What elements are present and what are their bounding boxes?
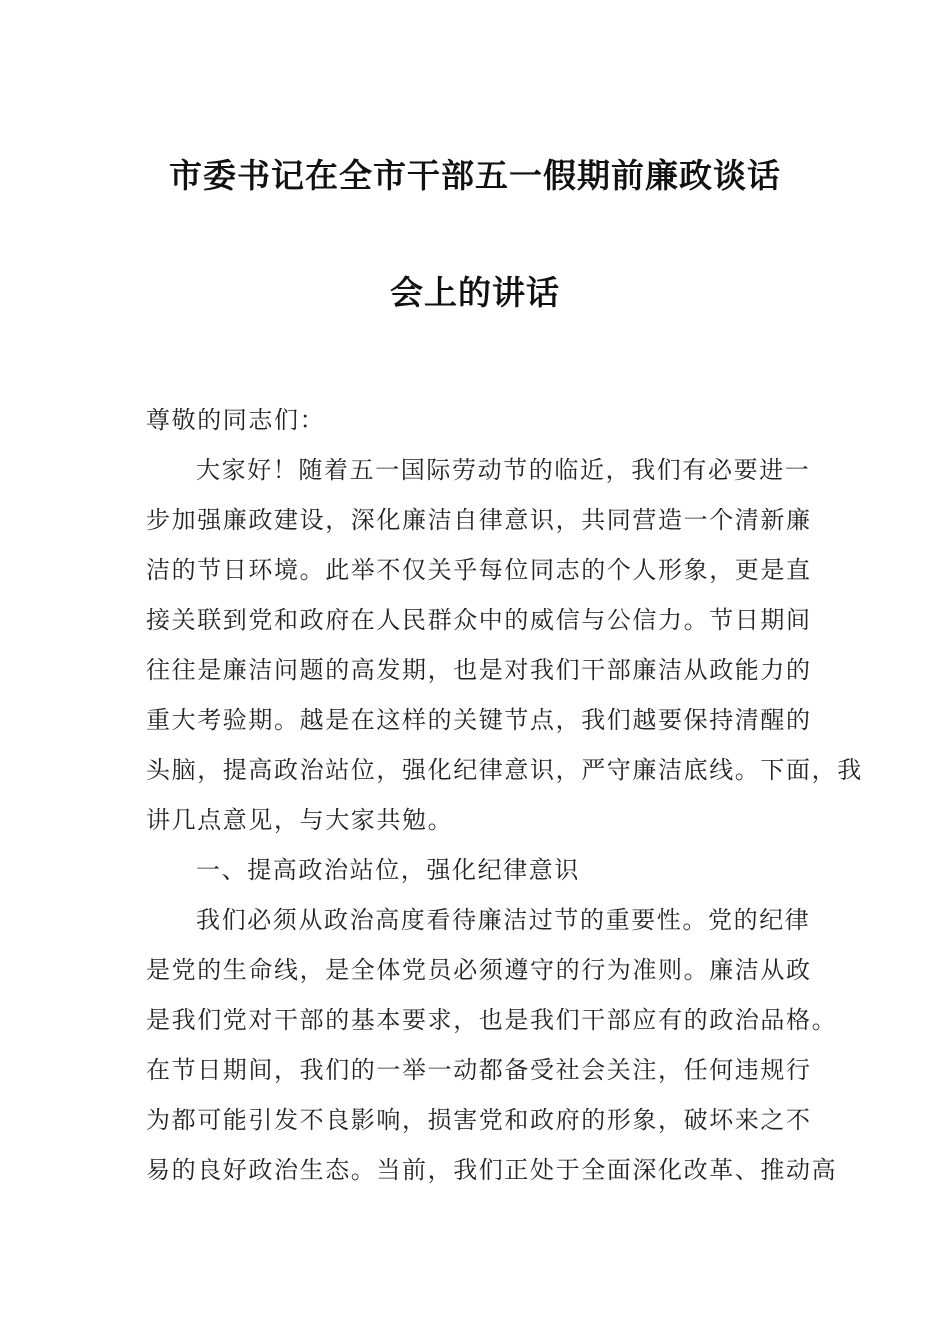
section-heading-1: 一、提高政治站位，强化纪律意识 xyxy=(196,856,580,884)
salutation: 尊敬的同志们： xyxy=(146,406,326,434)
paragraph-line: 易的良好政治生态。当前，我们正处于全面深化改革、推动高 xyxy=(146,1156,838,1184)
document-title-line-2: 会上的讲话 xyxy=(390,273,560,312)
document-title-line-1: 市委书记在全市干部五一假期前廉政谈话 xyxy=(169,156,781,195)
paragraph-line: 接关联到党和政府在人民群众中的威信与公信力。节日期间 xyxy=(146,606,812,634)
paragraph-line: 讲几点意见，与大家共勉。 xyxy=(146,806,454,834)
paragraph-line: 我们必须从政治高度看待廉洁过节的重要性。党的纪律 xyxy=(196,906,811,934)
paragraph-line: 在节日期间，我们的一举一动都备受社会关注，任何违规行 xyxy=(146,1056,812,1084)
paragraph-line: 洁的节日环境。此举不仅关乎每位同志的个人形象，更是直 xyxy=(146,556,812,584)
paragraph-line: 重大考验期。越是在这样的关键节点，我们越要保持清醒的 xyxy=(146,706,812,734)
paragraph-line: 往往是廉洁问题的高发期，也是对我们干部廉洁从政能力的 xyxy=(146,656,812,684)
paragraph-line: 步加强廉政建设，深化廉洁自律意识，共同营造一个清新廉 xyxy=(146,506,812,534)
paragraph-line: 是我们党对干部的基本要求，也是我们干部应有的政治品格。 xyxy=(146,1006,838,1034)
paragraph-line: 头脑，提高政治站位，强化纪律意识，严守廉洁底线。下面，我 xyxy=(146,756,863,784)
paragraph-line: 大家好！随着五一国际劳动节的临近，我们有必要进一 xyxy=(196,456,811,484)
paragraph-line: 是党的生命线，是全体党员必须遵守的行为准则。廉洁从政 xyxy=(146,956,812,984)
paragraph-line: 为都可能引发不良影响，损害党和政府的形象，破坏来之不 xyxy=(146,1106,812,1134)
